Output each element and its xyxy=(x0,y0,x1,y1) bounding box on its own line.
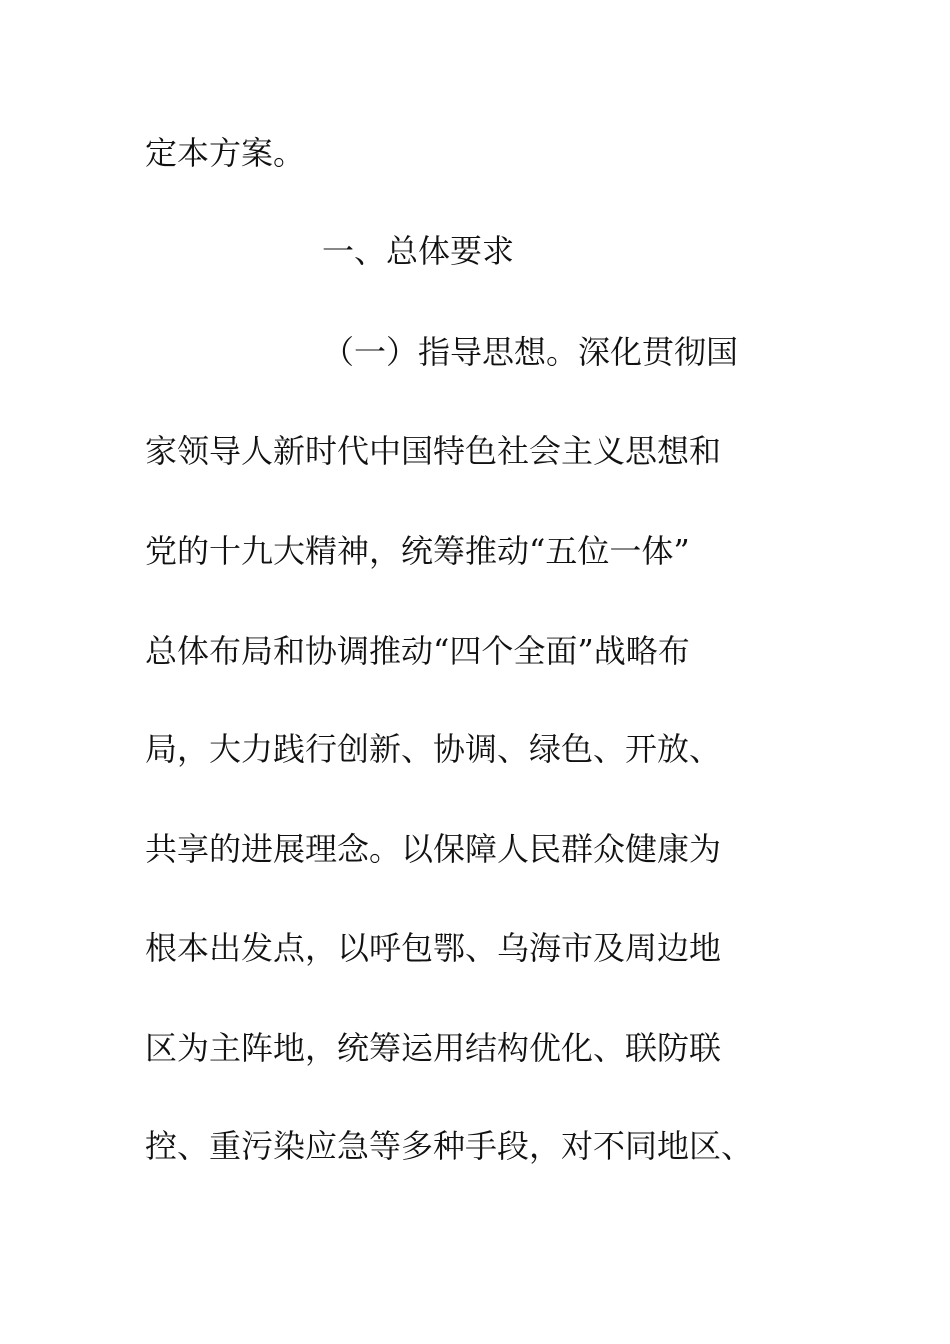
text-line: 党的十九大精神，统筹推动“五位一体” xyxy=(145,532,690,570)
section-heading: 一、总体要求 xyxy=(322,232,515,270)
text-line: 根本出发点，以呼包鄂、乌海市及周边地 xyxy=(145,929,722,967)
text-line: 局，大力践行创新、协调、绿色、开放、 xyxy=(145,730,722,768)
text-line-continuation: 定本方案。 xyxy=(145,134,306,172)
text-line: 总体布局和协调推动“四个全面”战略布 xyxy=(145,632,690,670)
text-line: 家领导人新时代中国特色社会主义思想和 xyxy=(145,432,722,470)
text-line: 控、重污染应急等多种手段，对不同地区、 xyxy=(145,1127,754,1165)
text-line: 区为主阵地，统筹运用结构优化、联防联 xyxy=(145,1029,722,1067)
text-line: 共享的进展理念。以保障人民群众健康为 xyxy=(145,830,722,868)
subsection-heading-line: （一）指导思想。深化贯彻国 xyxy=(322,333,739,371)
